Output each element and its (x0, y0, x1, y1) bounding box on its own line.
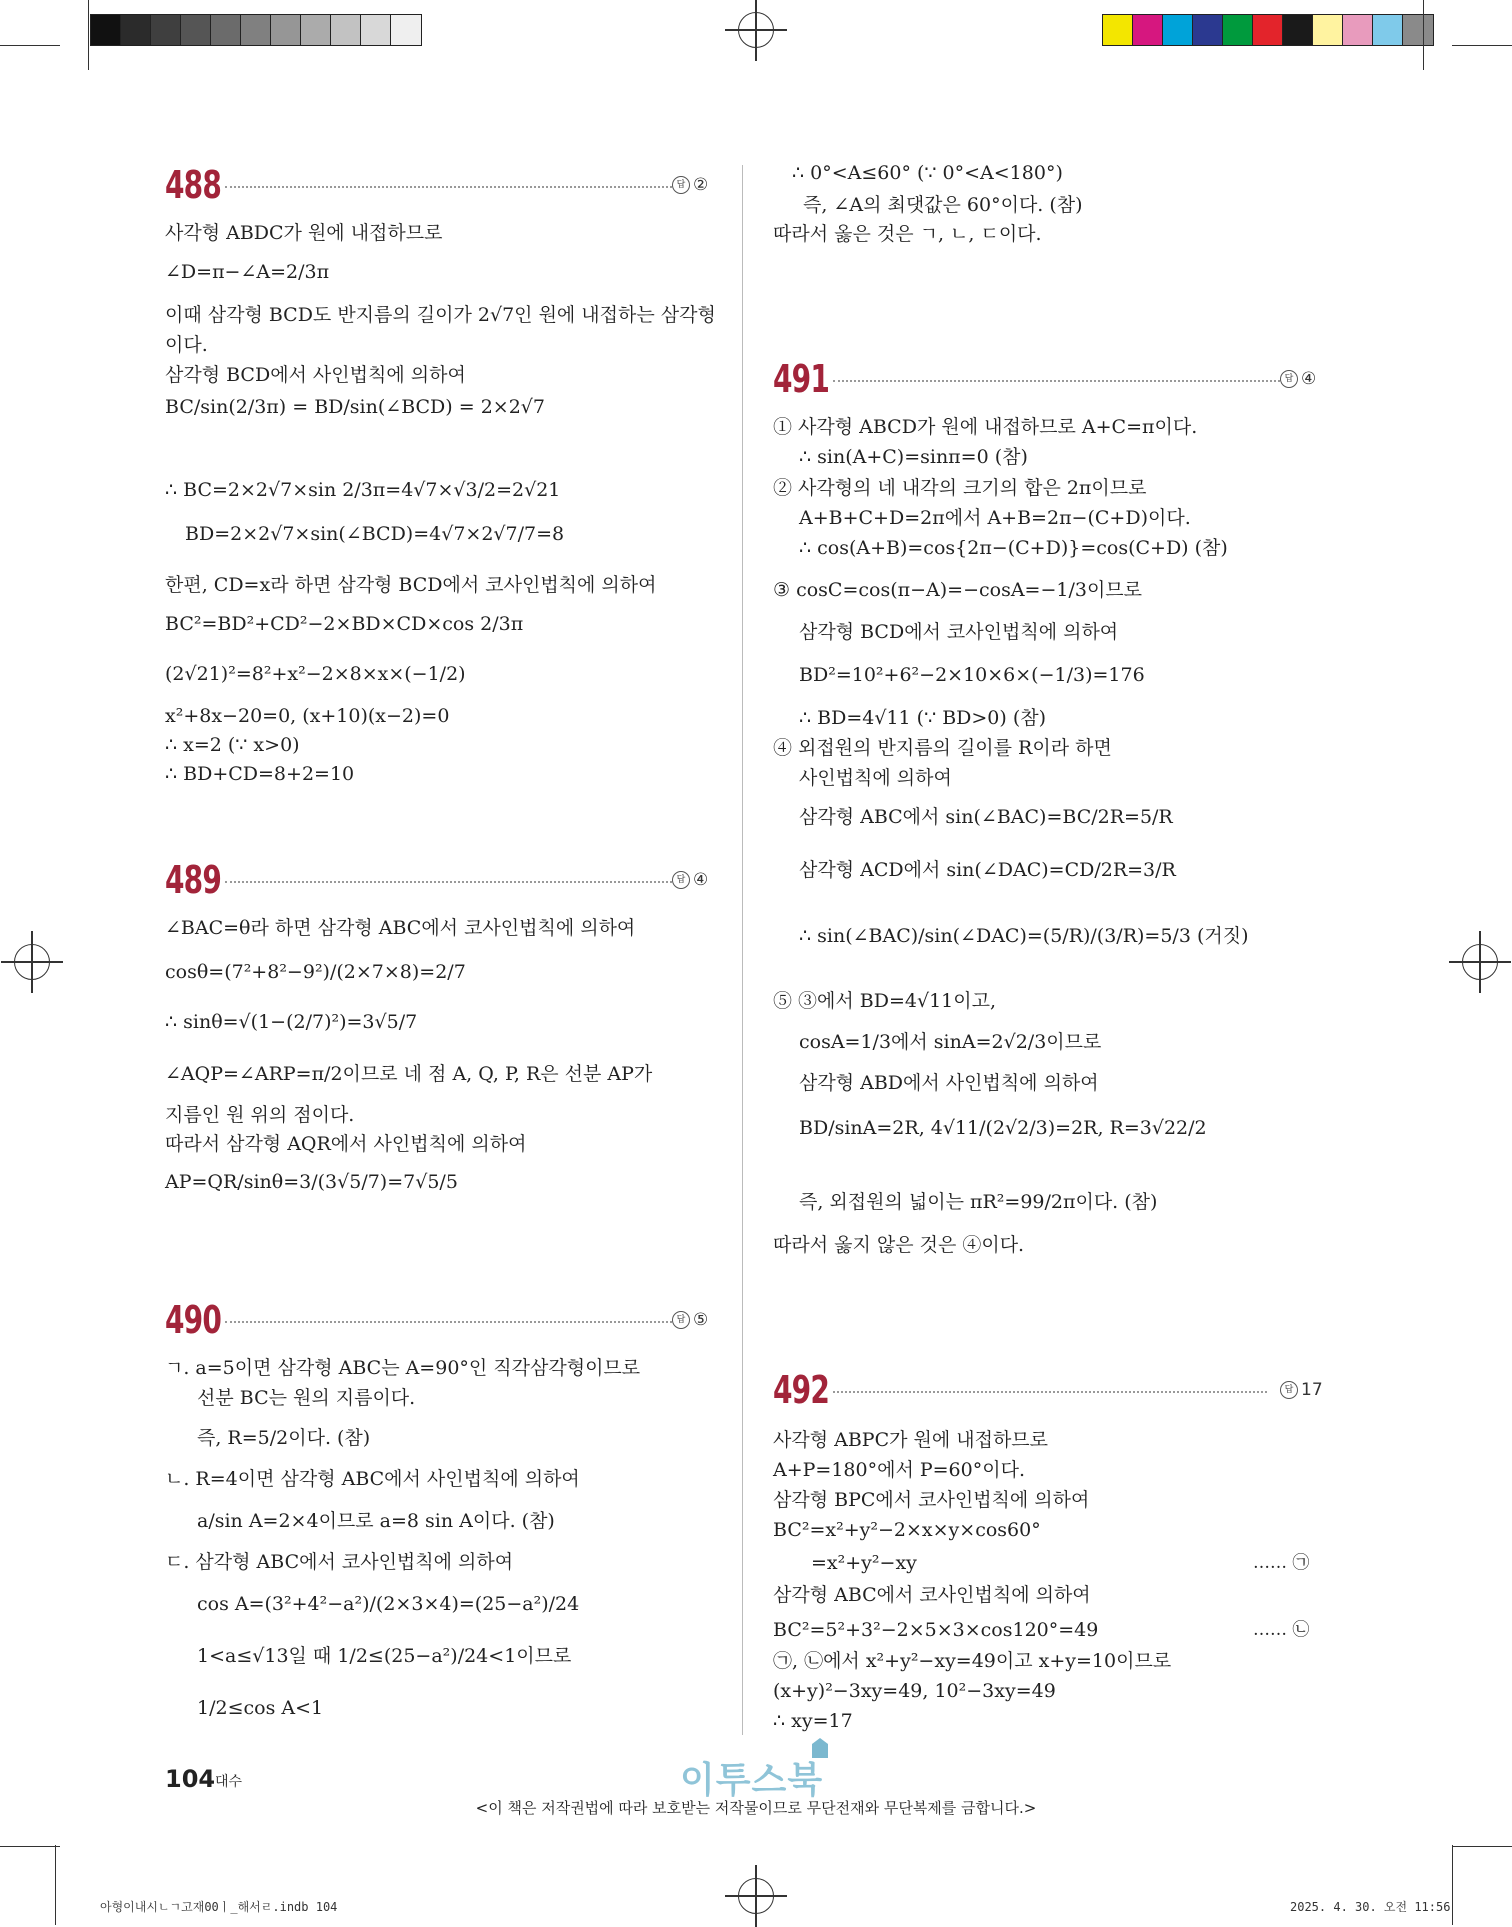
color-swatch (1372, 14, 1404, 46)
solution-line: ∴ sinθ=√(1−(2/7)²)=3√5/7 (165, 1011, 418, 1033)
color-swatch (1102, 14, 1134, 46)
solution-line: 즉, 외접원의 넓이는 πR²=99/2π이다. (참) (799, 1191, 1158, 1213)
crop-mark (0, 45, 60, 46)
registration-mark (1462, 944, 1498, 980)
solution-line: 삼각형 ABD에서 사인법칙에 의하여 (799, 1072, 1099, 1094)
copyright-notice: <이 책은 저작권법에 따라 보호받는 저작물이므로 무단전재와 무단복제를 금합니다.> (475, 1799, 1037, 1817)
gray-swatch (300, 14, 332, 46)
answer-488: 답 ② (672, 175, 708, 195)
solution-line: 즉, R=5/2이다. (참) (197, 1427, 371, 1449)
gray-swatch (270, 14, 302, 46)
solution-line: ∴ BD+CD=8+2=10 (165, 763, 355, 785)
column-divider (742, 165, 743, 1735)
gray-swatch (150, 14, 182, 46)
page-subject: 대수 (215, 1774, 243, 1790)
solution-line: ∴ sin(∠BAC)/sin(∠DAC)=(5/R)/(3/R)=5/3 (거짓) (799, 925, 1249, 947)
solution-line: BC²=5²+3²−2×5×3×cos120°=49 (773, 1619, 1099, 1641)
solution-line: 삼각형 BCD에서 코사인법칙에 의하여 (799, 621, 1119, 643)
solution-line: 사각형 ABDC가 원에 내접하므로 (165, 222, 443, 244)
problem-number-489: 489 (165, 858, 222, 902)
page-number: 104 (165, 1765, 216, 1793)
solution-line: 삼각형 ACD에서 sin(∠DAC)=CD/2R=3/R (799, 859, 1176, 881)
answer-icon: 답 (1280, 1381, 1298, 1399)
solution-line: 삼각형 BCD에서 사인법칙에 의하여 (165, 364, 466, 386)
solution-line: ① 사각형 ABCD가 원에 내접하므로 A+C=π이다. (773, 416, 1198, 438)
solution-line: 지름인 원 위의 점이다. (165, 1104, 355, 1126)
solution-line: ∴ cos(A+B)=cos{2π−(C+D)}=cos(C+D) (참) (799, 537, 1228, 559)
answer-icon: 답 (672, 1311, 690, 1329)
answer-492: 답 17 (1280, 1380, 1323, 1400)
leader-dots (833, 1391, 1267, 1393)
file-slug: 아형이내시ㄴㄱ고재00ㅣ_해서ㄹ.indb 104 (100, 1900, 338, 1914)
solution-line: BC²=BD²+CD²−2×BD×CD×cos 2/3π (165, 613, 524, 635)
solution-line: 삼각형 ABC에서 sin(∠BAC)=BC/2R=5/R (799, 806, 1173, 828)
solution-line: A+P=180°에서 P=60°이다. (773, 1459, 1025, 1481)
solution-line: BC²=x²+y²−2×x×y×cos60° (773, 1519, 1041, 1541)
solution-line: ㉠, ㉡에서 x²+y²−xy=49이고 x+y=10이므로 (773, 1650, 1172, 1672)
solution-line: 즉, ∠A의 최댓값은 60°이다. (참) (803, 194, 1083, 216)
registration-mark (14, 944, 50, 980)
solution-line: ∴ x=2 (∵ x>0) (165, 734, 300, 756)
color-swatch (1222, 14, 1254, 46)
gray-swatch (240, 14, 272, 46)
solution-line: 사인법칙에 의하여 (799, 767, 952, 789)
leader-dots (225, 186, 672, 188)
gray-swatch (90, 14, 122, 46)
gray-swatch (120, 14, 152, 46)
solution-line: BD²=10²+6²−2×10×6×(−1/3)=176 (799, 664, 1145, 686)
solution-line: a/sin A=2×4이므로 a=8 sin A이다. (참) (197, 1510, 555, 1532)
equation-mark-2: …… ㉡ (1253, 1620, 1310, 1640)
solution-line: ∠BAC=θ라 하면 삼각형 ABC에서 코사인법칙에 의하여 (165, 917, 636, 939)
crop-mark (1452, 1845, 1453, 1925)
leader-dots (833, 380, 1280, 382)
solution-line: cos A=(3²+4²−a²)/(2×3×4)=(25−a²)/24 (197, 1593, 580, 1615)
solution-line: ㄷ. 삼각형 ABC에서 코사인법칙에 의하여 (165, 1551, 514, 1573)
answer-489: 답 ④ (672, 870, 708, 890)
solution-line: ㄴ. R=4이면 삼각형 ABC에서 사인법칙에 의하여 (165, 1468, 580, 1490)
solution-line: ∴ sin(A+C)=sinπ=0 (참) (799, 446, 1028, 468)
gray-swatch (390, 14, 422, 46)
solution-line: ㄱ. a=5이면 삼각형 ABC는 A=90°인 직각삼각형이므로 (165, 1357, 641, 1379)
solution-line: 한편, CD=x라 하면 삼각형 BCD에서 코사인법칙에 의하여 (165, 574, 657, 596)
crop-mark (0, 1846, 60, 1847)
solution-line: BC/sin(2/3π) = BD/sin(∠BCD) = 2×2√7 (165, 396, 545, 418)
gray-swatch (360, 14, 392, 46)
crop-mark (55, 1845, 56, 1925)
solution-line: BD=2×2√7×sin(∠BCD)=4√7×2√7/7=8 (185, 523, 565, 545)
color-swatch (1282, 14, 1314, 46)
equation-mark-1: …… ㉠ (1253, 1553, 1310, 1573)
solution-line: AP=QR/sinθ=3/(3√5/7)=7√5/5 (165, 1171, 458, 1193)
crop-mark (1423, 0, 1424, 70)
color-swatch (1252, 14, 1284, 46)
solution-line: (2√21)²=8²+x²−2×8×x×(−1/2) (165, 663, 466, 685)
problem-number-492: 492 (773, 1368, 830, 1412)
crop-mark (88, 0, 89, 70)
solution-line: ② 사각형의 네 내각의 크기의 합은 2π이므로 (773, 477, 1147, 499)
solution-line: 삼각형 ABC에서 코사인법칙에 의하여 (773, 1584, 1091, 1606)
solution-line: 삼각형 BPC에서 코사인법칙에 의하여 (773, 1489, 1090, 1511)
solution-line: ∴ BC=2×2√7×sin 2/3π=4√7×√3/2=2√21 (165, 479, 561, 501)
crop-mark (1452, 45, 1512, 46)
solution-line: (x+y)²−3xy=49, 10²−3xy=49 (773, 1680, 1056, 1702)
solution-line: ⑤ ③에서 BD=4√11이고, (773, 990, 997, 1012)
solution-line: 1/2≤cos A<1 (197, 1697, 324, 1719)
solution-line: 이때 삼각형 BCD도 반지름의 길이가 2√7인 원에 내접하는 삼각형 (165, 304, 716, 326)
solution-line: 따라서 삼각형 AQR에서 사인법칙에 의하여 (165, 1133, 527, 1155)
answer-491: 답 ④ (1280, 369, 1316, 389)
answer-icon: 답 (672, 176, 690, 194)
answer-490: 답 ⑤ (672, 1310, 708, 1330)
solution-line: ③ cosC=cos(π−A)=−cosA=−1/3이므로 (773, 579, 1143, 601)
leader-dots (225, 1321, 672, 1323)
solution-line: ④ 외접원의 반지름의 길이를 R이라 하면 (773, 737, 1112, 759)
solution-line: ∴ 0°<A≤60° (∵ 0°<A<180°) (792, 162, 1063, 184)
problem-number-488: 488 (165, 163, 222, 207)
gray-swatch (210, 14, 242, 46)
solution-line: 따라서 옳은 것은 ㄱ, ㄴ, ㄷ이다. (773, 223, 1042, 245)
registration-mark (738, 1878, 774, 1914)
problem-number-491: 491 (773, 357, 830, 401)
answer-icon: 답 (672, 871, 690, 889)
solution-line: A+B+C+D=2π에서 A+B=2π−(C+D)이다. (799, 507, 1191, 529)
solution-line: ∴ BD=4√11 (∵ BD>0) (참) (799, 707, 1047, 729)
registration-mark (738, 12, 774, 48)
solution-line: 사각형 ABPC가 원에 내접하므로 (773, 1429, 1049, 1451)
gray-swatch (180, 14, 212, 46)
solution-line: ∠D=π−∠A=2/3π (165, 261, 330, 283)
solution-line: cosA=1/3에서 sinA=2√2/3이므로 (799, 1031, 1102, 1053)
color-swatch (1132, 14, 1164, 46)
color-swatch (1162, 14, 1194, 46)
solution-line: ∠AQP=∠ARP=π/2이므로 네 점 A, Q, P, R은 선분 AP가 (165, 1063, 653, 1085)
solution-line: BD/sinA=2R, 4√11/(2√2/3)=2R, R=3√22/2 (799, 1117, 1207, 1139)
solution-line: x²+8x−20=0, (x+10)(x−2)=0 (165, 705, 450, 727)
color-swatch (1312, 14, 1344, 46)
crop-mark (1452, 1846, 1512, 1847)
color-swatch (1342, 14, 1374, 46)
leader-dots (225, 881, 672, 883)
solution-line: ∴ xy=17 (773, 1710, 853, 1732)
print-date: 2025. 4. 30. 오전 11:56 (1290, 1900, 1451, 1914)
answer-icon: 답 (1280, 370, 1298, 388)
solution-line: 따라서 옳지 않은 것은 ④이다. (773, 1234, 1025, 1256)
publisher-logo: 이투스북 (680, 1760, 824, 1801)
solution-line: cosθ=(7²+8²−9²)/(2×7×8)=2/7 (165, 961, 466, 983)
color-swatch (1192, 14, 1224, 46)
solution-line: 이다. (165, 334, 208, 356)
solution-line: 1<a≤√13일 때 1/2≤(25−a²)/24<1이므로 (197, 1645, 572, 1667)
solution-line: =x²+y²−xy (811, 1552, 917, 1574)
problem-number-490: 490 (165, 1298, 222, 1342)
gray-swatch (330, 14, 362, 46)
color-swatch (1402, 14, 1434, 46)
solution-line: 선분 BC는 원의 지름이다. (197, 1387, 416, 1409)
logo-icon (812, 1738, 828, 1758)
